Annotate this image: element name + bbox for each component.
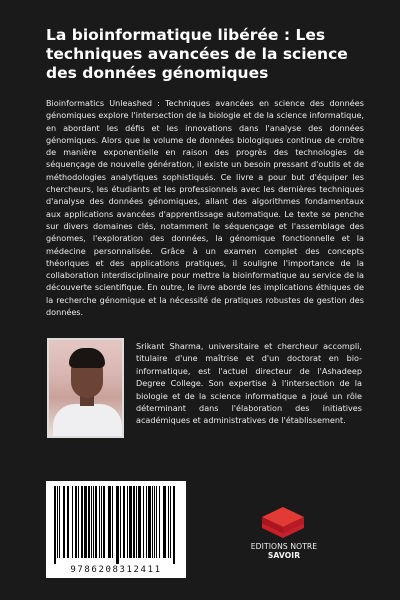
barcode-bars <box>52 486 180 564</box>
book-description: Bioinformatics Unleashed : Techniques avancées en science des données génomiques explore l'intersection de la biologie et de la science informatique, en abordant les défis et les innovations dans l'analyse des données génomiques. Alors que le volume de données biologiques continue de croître de manière exponentielle en raison des progrès des technologies de séquençage de nouvelle génération, il existe un besoin pressant d'outils et de méthodologies analytiques sophistiqués. Ce livre a pour but d'équiper les chercheurs, les étudiants et les professionnels avec les dernières techniques d'analyse des données génomiques, allant des algorithmes fondamentaux aux applications avancées d'apprentissage automatique. Le texte se penche sur divers domaines clés, notamment le séquençage et l'assemblage des génomes, l'exploration des données, la génomique fonctionnelle et la médecine personnalisée. Grâce à un examen complet des concepts théoriques et des applications pratiques, il souligne l'importance de la collaboration interdisciplinaire pour mettre la bioinformatique au service de la découverte scientifique. En outre, le livre aborde les implications éthiques de la recherche génomique et la nécessité de pratiques robustes de gestion des données. <box>46 98 364 318</box>
author-photo <box>47 338 124 438</box>
isbn-number: 9786208312411 <box>70 565 162 575</box>
publisher-name-part2: SAVOIR <box>267 551 301 560</box>
barcode <box>46 481 186 578</box>
publisher-name <box>236 542 332 560</box>
author-bio: Srikant Sharma, universitaire et chercheur accompli, titulaire d'une maîtrise et d'un doctorat en bio-informatique, est l'actuel directeur de l'Ashadeep Degree College. Son expertise à l'intersection de la biologie et de la science informatique a joué un rôle déterminant dans l'élaboration des initiatives académiques et administratives de l'établissement. <box>136 341 362 426</box>
book-title: La bioinformatique libérée : Les techniques avancées de la science des données génomiques <box>46 26 348 82</box>
publisher-logo-icon <box>258 503 308 543</box>
publisher-name-part1: EDITIONS NOTRE <box>250 542 318 551</box>
